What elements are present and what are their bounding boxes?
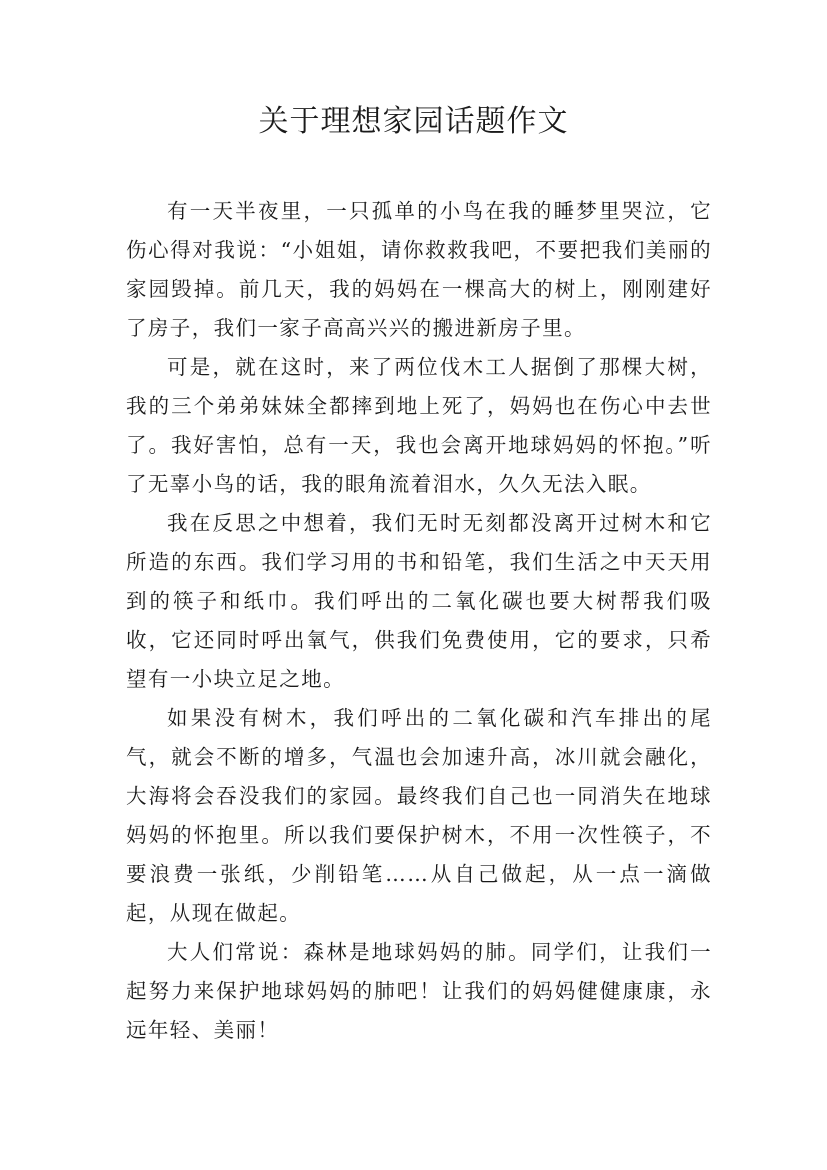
paragraph-2: 可是，就在这时，来了两位伐木工人据倒了那棵大树，我的三个弟弟妹妹全都摔到地上死了，妈妈也在伤心中去世了。我好害怕，总有一天，我也会离开地球妈妈的怀抱。”听了无辜小鸟的话，我的眼角流着泪水，久久无法入眠。 [126, 355, 712, 496]
paragraph-3: 我在反思之中想着，我们无时无刻都没离开过树木和它所造的东西。我们学习用的书和铅笔，我们生活之中天天用到的筷子和纸巾。我们呼出的二氧化碳也要大树帮我们吸收，它还同时呼出氧气，供我们免费使用，它的要求，只希望有一小块立足之地。 [126, 511, 712, 691]
paragraph-1: 有一天半夜里，一只孤单的小鸟在我的睡梦里哭泣，它伤心得对我说：“小姐姐，请你救救我吧，不要把我们美丽的家园毁掉。前几天，我的妈妈在一棵高大的树上，刚刚建好了房子，我们一家子高高兴兴的搬进新房子里。 [126, 199, 712, 340]
document-body [126, 192, 712, 1050]
paragraph-5: 大人们常说：森林是地球妈妈的肺。同学们，让我们一起努力来保护地球妈妈的肺吧！让我们的妈妈健健康康，永远年轻、美丽！ [126, 940, 712, 1042]
paragraph-4: 如果没有树木，我们呼出的二氧化碳和汽车排出的尾气，就会不断的增多，气温也会加速升高，冰川就会融化，大海将会吞没我们的家园。最终我们自己也一同消失在地球妈妈的怀抱里。所以我们要保护树木，不用一次性筷子，不要浪费一张纸，少削铅笔……从自己做起，从一点一滴做起，从现在做起。 [126, 706, 712, 925]
document-title: 关于理想家园话题作文 [258, 104, 569, 139]
